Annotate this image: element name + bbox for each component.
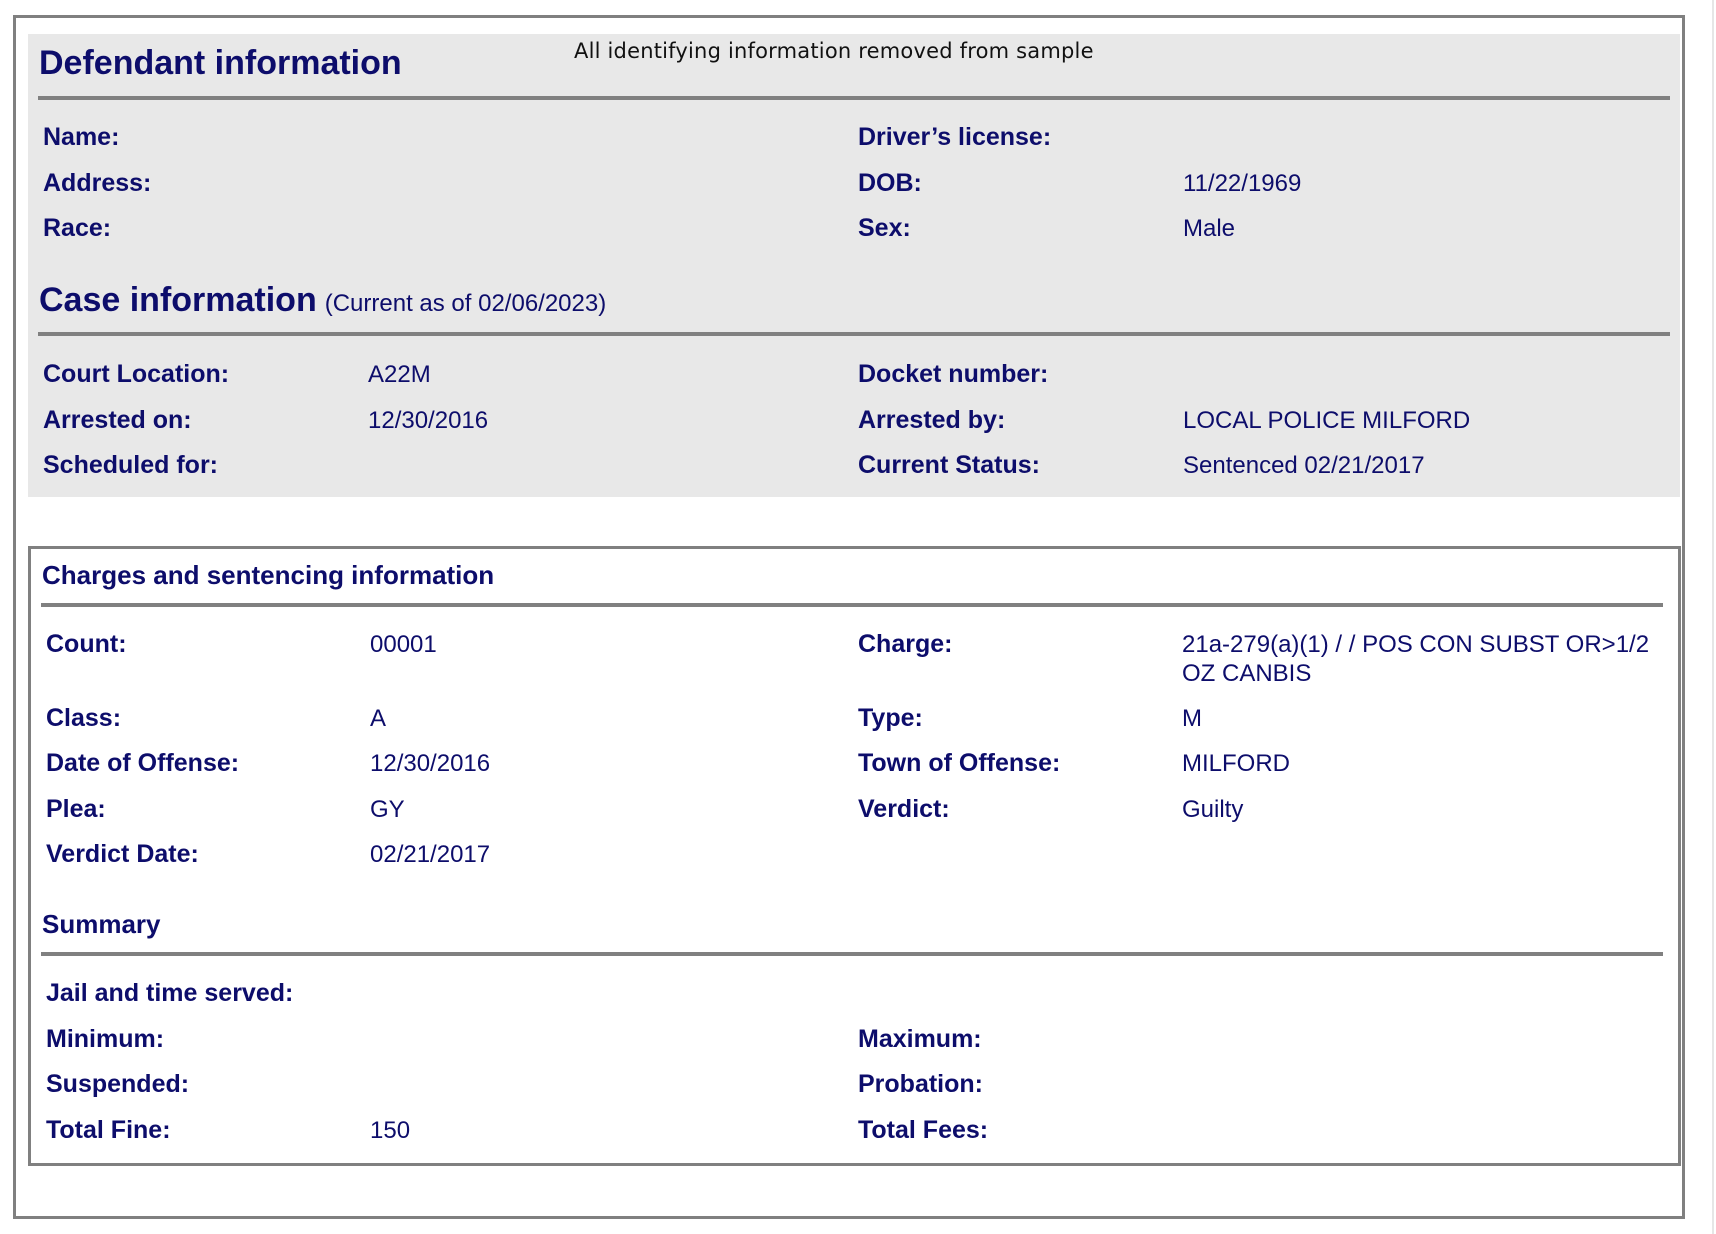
date-of-offense-value: 12/30/2016 [370,750,491,777]
case-heading [39,281,606,320]
redaction-notice: All identifying information removed from sample [574,39,1094,63]
dob-label: DOB: [858,169,922,197]
total-fine-value: 150 [370,1117,411,1144]
charges-divider [41,603,1663,607]
jail-time-served-label: Jail and time served: [46,979,294,1007]
address-label: Address: [43,169,152,197]
arrested-on-label: Arrested on: [43,406,192,434]
name-label: Name: [43,123,120,151]
scheduled-for-label: Scheduled for: [43,451,219,479]
charge-value: 21a-279(a)(1) / / POS CON SUBST OR>1/2 OZ CANBIS [1182,631,1650,687]
docket-number-label: Docket number: [858,360,1049,388]
sex-value: Male [1183,215,1236,242]
verdict-value: Guilty [1182,796,1244,823]
total-fees-label: Total Fees: [858,1116,989,1144]
court-location-label: Court Location: [43,360,230,388]
town-of-offense-value: MILFORD [1182,750,1290,777]
current-status-label: Current Status: [858,451,1040,479]
arrested-on-value: 12/30/2016 [368,407,489,434]
case-divider [38,332,1670,336]
charges-heading: Charges and sentencing information [42,560,495,590]
verdict-label: Verdict: [858,795,950,823]
count-label: Count: [46,630,127,658]
arrested-by-label: Arrested by: [858,406,1006,434]
class-label: Class: [46,704,122,732]
dob-value: 11/22/1969 [1183,170,1302,197]
window-edge [1712,0,1714,1234]
arrested-by-value: LOCAL POLICE MILFORD [1183,407,1471,434]
suspended-label: Suspended: [46,1070,190,1098]
court-location-value: A22M [368,361,431,388]
sex-label: Sex: [858,214,911,242]
verdict-date-value: 02/21/2017 [370,841,491,868]
type-label: Type: [858,704,923,732]
maximum-label: Maximum: [858,1025,982,1053]
summary-divider [41,952,1663,956]
charge-label: Charge: [858,630,953,658]
probation-label: Probation: [858,1070,983,1098]
verdict-date-label: Verdict Date: [46,840,199,868]
current-as-of: (Current as of 02/06/2023) [324,290,607,317]
minimum-label: Minimum: [46,1025,165,1053]
town-of-offense-label: Town of Offense: [858,749,1061,777]
race-label: Race: [43,214,112,242]
date-of-offense-label: Date of Offense: [46,749,240,777]
class-value: A [370,705,387,732]
plea-value: GY [370,796,405,823]
summary-heading: Summary [42,909,161,939]
case-heading-text: Case information [39,281,317,319]
type-value: M [1182,705,1202,732]
defendant-heading-text: Defendant information [39,44,402,82]
defendant-divider [38,96,1670,100]
current-status-value: Sentenced 02/21/2017 [1183,452,1425,479]
total-fine-label: Total Fine: [46,1116,171,1144]
plea-label: Plea: [46,795,106,823]
defendant-heading [39,44,402,83]
count-value: 00001 [370,631,437,658]
drivers-license-label: Driver’s license: [858,123,1052,151]
